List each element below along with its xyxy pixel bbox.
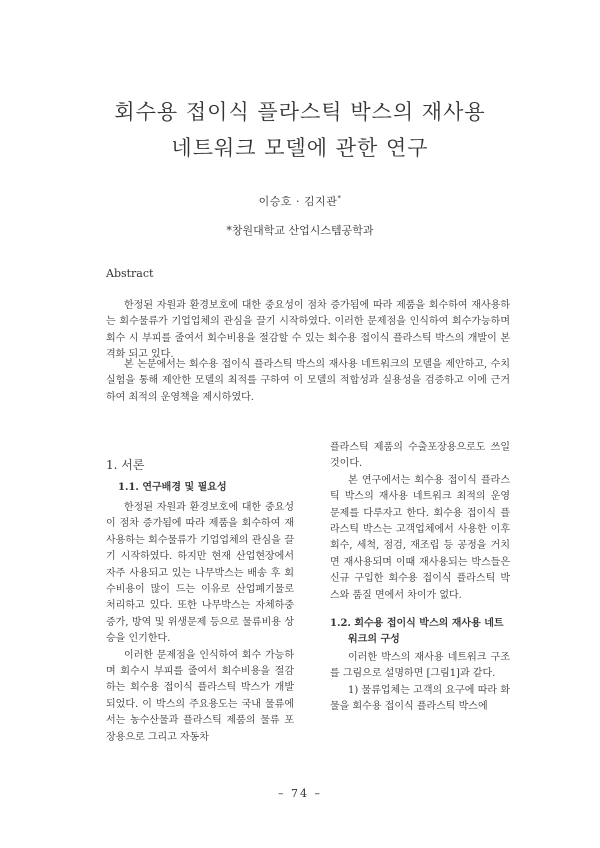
- subsection-heading-line2: 워크의 구성: [348, 634, 400, 646]
- subsection-heading-1-1: 1.1. 연구배경 및 필요성: [118, 482, 227, 493]
- body-paragraph: 이러한 박스의 재사용 네트워크 구조를 그림으로 설명하면 [그림1]과 같다.: [330, 652, 510, 680]
- abstract-heading: Abstract: [106, 267, 154, 280]
- body-paragraph: 1) 물류업체는 고객의 요구에 따라 화물을 회수용 접이식 플라스틱 박스에: [330, 684, 510, 713]
- authors: [0, 193, 600, 209]
- body-paragraph: 본 연구에서는 회수용 접이식 플라스틱 박스의 재사용 네트워크 최적의 운영문제를 다루자고 한다. 회수용 접이식 플라스틱 박스는 고객업체에서 사용한 이후 회수, 세척, 점검, 재조립 등 공정을 거치면 재사용되며 이때 재사용되는 박스들은 신규 구입한 회수용 접이식 플라스틱 박스와 품질 면에서 차이가 없다.: [330, 474, 510, 601]
- paper-title-line2: 네트워크 모델에 관한 연구: [171, 136, 429, 160]
- abstract-paragraph-1: 한정된 자원과 환경보호에 대한 중요성이 점차 증가됨에 따라 제품을 회수하여 재사용하는 회수물류가 기업업체의 관심을 끌기 시작하였다. 이러한 문제점을 인식하여 회수가능하며 회수 시 부피를 줄여서 회수비용을 절감할 수 있는 회수용 접이식 플라스틱 박스의 개발이 본격화 되고 있다.: [106, 300, 510, 360]
- section-heading-intro: 1. 서론: [106, 458, 145, 472]
- body-paragraph: 한정된 자원과 환경보호에 대한 중요성이 점차 증가됨에 따라 제품을 회수하여 재사용하는 회수물류가 기업업체의 관심을 끌기 시작하였다. 하지만 현재 산업현장에서 자주 사용되고 있는 나무박스는 배송 후 회수비용이 많이 드는 이유로 산업폐기물로 처리하고 있다. 또한 나무박스는 자체하중 증가, 방역 및 위생문제 등으로 물류비용 상승을 인기한다.: [106, 502, 294, 645]
- left-column: [106, 456, 294, 746]
- author-names: 이승호 · 김지관: [258, 195, 338, 208]
- body-paragraph: 플라스틱 제품의 수출포장용으로도 쓰일 것이다.: [330, 442, 510, 470]
- abstract-paragraph-2: 본 논문에서는 회수용 접이식 플라스틱 박스의 재사용 네트워크의 모델을 제안하고, 수치실험을 통해 제안한 모델의 최적를 구하여 이 모델의 적합성과 실용성을 검증하고 이에 근거하여 최적의 운영책을 제시하였다.: [106, 359, 510, 403]
- affiliation: *창원대학교 산업시스템공학과: [226, 224, 374, 237]
- subsection-heading-line1: 1.2. 회수용 접이식 박스의 재사용 네트: [330, 618, 504, 630]
- subsection-heading-1-2: [330, 616, 510, 648]
- right-column: [330, 440, 510, 716]
- author-mark: *: [337, 194, 342, 203]
- body-paragraph: 이러한 문제점을 인식하여 회수 가능하며 회수시 부피를 줄여서 회수비용을 절감하는 회수용 접이식 플라스틱 박스가 개발되었다. 이 박스의 주요용도는 국내 물류에서는 농수산물과 플라스틱 제품의 물류 포장용으로 그리고 자동차: [106, 649, 294, 743]
- paper-title-line1: 회수용 접이식 플라스틱 박스의 재사용: [114, 100, 486, 124]
- page-number: – 74 –: [278, 787, 322, 800]
